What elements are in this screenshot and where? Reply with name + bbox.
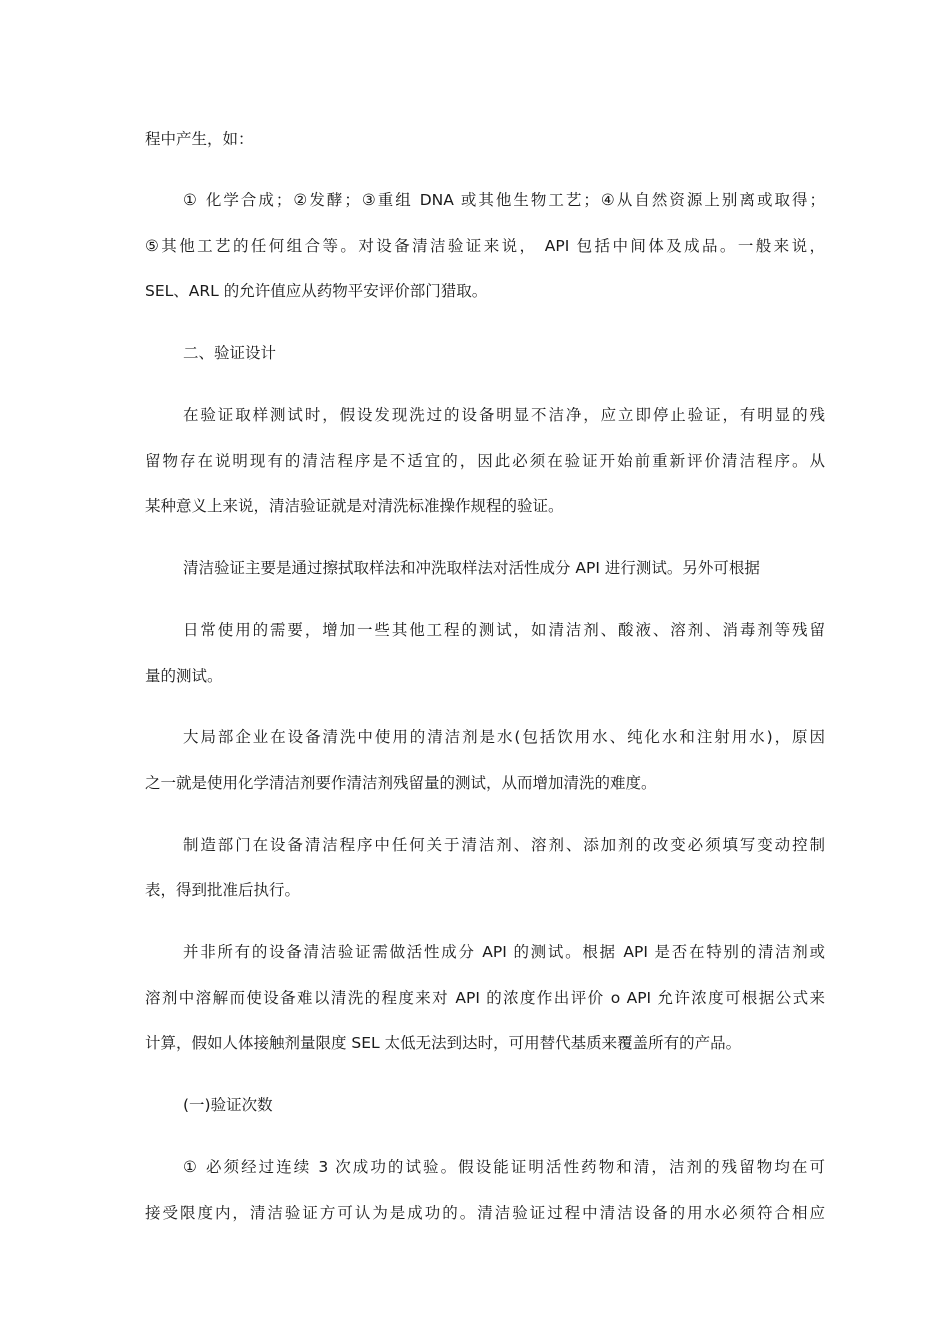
text-line: 在验证取样测试时，假设发现洗过的设备明显不洁净，应立即停止验证，有明显的残	[183, 406, 825, 424]
text-line: 留物存在说明现有的清洁程序是不适宜的，因此必须在验证开始前重新评价清洁程序。从	[145, 452, 825, 470]
text-line: 日常使用的需要，增加一些其他工程的测试，如清洁剂、酸液、溶剂、消毒剂等残留	[183, 621, 825, 639]
text-line: 接受限度内，清洁验证方可认为是成功的。清洁验证过程中清洁设备的用水必须符合相应	[145, 1204, 825, 1222]
text-line: 量的测试。	[145, 667, 223, 685]
text-line: 溶剂中溶解而使设备难以清洗的程度来对 API 的浓度作出评价 o API 允许浓度可根据公式来	[145, 989, 825, 1007]
text-line: 制造部门在设备清洁程序中任何关于清洁剂、溶剂、添加剂的改变必须填写变动控制	[183, 836, 825, 854]
text-line: SEL、ARL 的允许值应从药物平安评价部门猎取。	[145, 282, 488, 300]
text-line: 并非所有的设备清洁验证需做活性成分 API 的测试。根据 API 是否在特别的清洁剂或	[183, 943, 825, 961]
text-line: ⑤其他工艺的任何组合等。对设备清洁验证来说， API 包括中间体及成品。一般来说，	[145, 237, 825, 255]
text-line: ① 必须经过连续 3 次成功的试验。假设能证明活性药物和清，洁剂的残留物均在可	[183, 1158, 825, 1176]
text-line: 之一就是使用化学清洁剂要作清洁剂残留量的测试，从而增加清洗的难度。	[145, 774, 657, 792]
section-heading: (一)验证次数	[183, 1096, 273, 1114]
text-line: 表，得到批准后执行。	[145, 881, 301, 899]
text-line: 程中产生，如：	[145, 130, 254, 148]
text-line: 大局部企业在设备清洗中使用的清洁剂是水(包括饮用水、纯化水和注射用水)，原因	[183, 728, 825, 746]
text-line: 计算，假如人体接触剂量限度 SEL 太低无法到达时，可用替代基质来覆盖所有的产品。	[145, 1034, 742, 1052]
text-line: ① 化学合成；②发酵；③重组 DNA 或其他生物工艺；④从自然资源上别离或取得；	[183, 191, 825, 209]
text-line: 某种意义上来说，清洁验证就是对清洗标准操作规程的验证。	[145, 497, 564, 515]
text-line: 清洁验证主要是通过擦拭取样法和冲洗取样法对活性成分 API 进行测试。另外可根据	[183, 559, 760, 577]
section-heading: 二、验证设计	[183, 344, 277, 362]
